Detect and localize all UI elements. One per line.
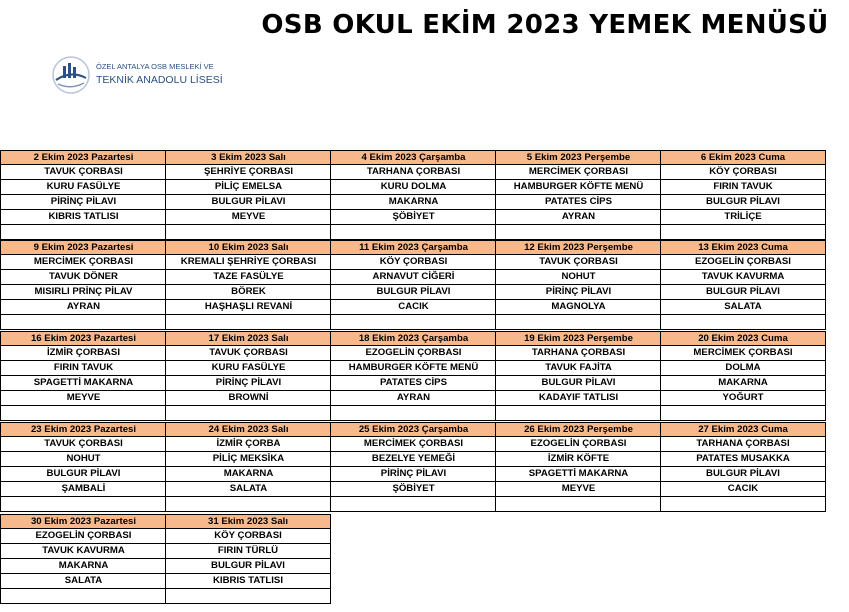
school-logo-icon — [50, 54, 92, 96]
menu-item: MERCİMEK ÇORBASI — [0, 255, 166, 270]
menu-item: AYRAN — [0, 300, 166, 315]
menu-item: BULGUR PİLAVI — [0, 467, 166, 482]
menu-item: EZOGELİN ÇORBASI — [0, 529, 166, 544]
day-header: 30 Ekim 2023 Pazartesi — [0, 514, 166, 529]
day-header: 4 Ekim 2023 Çarşamba — [330, 150, 496, 165]
menu-item: İZMİR KÖFTE — [495, 452, 661, 467]
empty-row — [0, 406, 166, 421]
menu-item: BULGUR PİLAVI — [660, 285, 826, 300]
menu-item: MAGNOLYA — [495, 300, 661, 315]
menu-item: TRİLİÇE — [660, 210, 826, 225]
empty-row — [495, 315, 661, 330]
empty-row — [660, 315, 826, 330]
menu-item: BROWNİ — [165, 391, 331, 406]
empty-row — [330, 497, 496, 512]
menu-item: SPAGETTİ MAKARNA — [495, 467, 661, 482]
menu-item: KURU FASÜLYE — [0, 180, 166, 195]
menu-item: TAVUK FAJİTA — [495, 361, 661, 376]
empty-row — [330, 406, 496, 421]
day-header: 25 Ekim 2023 Çarşamba — [330, 422, 496, 437]
menu-item: TAVUK ÇORBASI — [495, 255, 661, 270]
empty-row — [660, 225, 826, 240]
menu-item: MEYVE — [165, 210, 331, 225]
menu-item: BULGUR PİLAVI — [660, 467, 826, 482]
menu-item: EZOGELİN ÇORBASI — [495, 437, 661, 452]
menu-item: HAMBURGER KÖFTE MENÜ — [330, 361, 496, 376]
menu-item: TARHANA ÇORBASI — [330, 165, 496, 180]
menu-item: TAVUK KAVURMA — [0, 544, 166, 559]
menu-item: SALATA — [165, 482, 331, 497]
menu-item: TAVUK KAVURMA — [660, 270, 826, 285]
menu-item: MAKARNA — [165, 467, 331, 482]
menu-item: PİLİÇ MEKSİKA — [165, 452, 331, 467]
day-header: 20 Ekim 2023 Cuma — [660, 331, 826, 346]
menu-item: MAKARNA — [660, 376, 826, 391]
empty-row — [0, 589, 166, 604]
menu-item: TAVUK ÇORBASI — [0, 165, 166, 180]
menu-item: DOLMA — [660, 361, 826, 376]
menu-item: SPAGETTİ MAKARNA — [0, 376, 166, 391]
menu-item: MEYVE — [495, 482, 661, 497]
menu-item: AYRAN — [330, 391, 496, 406]
menu-item: BULGUR PİLAVI — [495, 376, 661, 391]
menu-item: MAKARNA — [330, 195, 496, 210]
menu-item: KURU FASÜLYE — [165, 361, 331, 376]
empty-row — [495, 225, 661, 240]
empty-row — [495, 406, 661, 421]
menu-item: SALATA — [0, 574, 166, 589]
day-header: 23 Ekim 2023 Pazartesi — [0, 422, 166, 437]
menu-item: PİRİNÇ PİLAVI — [0, 195, 166, 210]
menu-item: ŞÖBİYET — [330, 210, 496, 225]
page-title: OSB OKUL EKİM 2023 YEMEK MENÜSÜ — [261, 10, 829, 40]
empty-row — [0, 497, 166, 512]
day-header: 24 Ekim 2023 Salı — [165, 422, 331, 437]
menu-item: ARNAVUT CİĞERİ — [330, 270, 496, 285]
menu-item: EZOGELİN ÇORBASI — [660, 255, 826, 270]
menu-item: KÖY ÇORBASI — [330, 255, 496, 270]
menu-item: YOĞURT — [660, 391, 826, 406]
menu-item: TARHANA ÇORBASI — [660, 437, 826, 452]
empty-row — [165, 497, 331, 512]
day-header: 5 Ekim 2023 Perşembe — [495, 150, 661, 165]
menu-item: MERCİMEK ÇORBASI — [660, 346, 826, 361]
menu-item: İZMİR ÇORBASI — [0, 346, 166, 361]
menu-item: İZMİR ÇORBA — [165, 437, 331, 452]
day-header: 6 Ekim 2023 Cuma — [660, 150, 826, 165]
empty-row — [165, 589, 331, 604]
menu-item: BULGUR PİLAVI — [165, 195, 331, 210]
day-header: 3 Ekim 2023 Salı — [165, 150, 331, 165]
menu-item: TAVUK ÇORBASI — [0, 437, 166, 452]
empty-row — [330, 315, 496, 330]
day-header: 11 Ekim 2023 Çarşamba — [330, 240, 496, 255]
day-header: 10 Ekim 2023 Salı — [165, 240, 331, 255]
day-header: 17 Ekim 2023 Salı — [165, 331, 331, 346]
day-header: 18 Ekim 2023 Çarşamba — [330, 331, 496, 346]
day-header: 31 Ekim 2023 Salı — [165, 514, 331, 529]
logo-text-line2: TEKNİK ANADOLU LİSESİ — [96, 74, 223, 86]
day-header: 9 Ekim 2023 Pazartesi — [0, 240, 166, 255]
day-header: 26 Ekim 2023 Perşembe — [495, 422, 661, 437]
menu-item: TAZE FASÜLYE — [165, 270, 331, 285]
menu-item: BEZELYE YEMEĞİ — [330, 452, 496, 467]
menu-item: HAMBURGER KÖFTE MENÜ — [495, 180, 661, 195]
day-header: 12 Ekim 2023 Perşembe — [495, 240, 661, 255]
menu-item: KADAYIF TATLISI — [495, 391, 661, 406]
menu-item: MISIRLI PRİNÇ PİLAV — [0, 285, 166, 300]
empty-row — [0, 225, 166, 240]
menu-item: KREMALI ŞEHRİYE ÇORBASI — [165, 255, 331, 270]
empty-row — [165, 406, 331, 421]
menu-item: AYRAN — [495, 210, 661, 225]
empty-row — [0, 315, 166, 330]
menu-item: HAŞHAŞLI REVANİ — [165, 300, 331, 315]
menu-item: MEYVE — [0, 391, 166, 406]
menu-item: BULGUR PİLAVI — [330, 285, 496, 300]
menu-item: CACIK — [330, 300, 496, 315]
empty-row — [495, 497, 661, 512]
empty-row — [330, 225, 496, 240]
menu-item: PATATES CİPS — [330, 376, 496, 391]
menu-item: PİRİNÇ PİLAVI — [330, 467, 496, 482]
menu-item: PİRİNÇ PİLAVI — [165, 376, 331, 391]
menu-item: BÖREK — [165, 285, 331, 300]
menu-item: SALATA — [660, 300, 826, 315]
menu-item: KÖY ÇORBASI — [660, 165, 826, 180]
menu-item: EZOGELİN ÇORBASI — [330, 346, 496, 361]
menu-item: TAVUK DÖNER — [0, 270, 166, 285]
empty-row — [660, 497, 826, 512]
empty-row — [165, 315, 331, 330]
day-header: 16 Ekim 2023 Pazartesi — [0, 331, 166, 346]
day-header: 13 Ekim 2023 Cuma — [660, 240, 826, 255]
menu-item: FIRIN TÜRLÜ — [165, 544, 331, 559]
menu-item: TAVUK ÇORBASI — [165, 346, 331, 361]
menu-item: FIRIN TAVUK — [0, 361, 166, 376]
school-logo — [50, 54, 240, 98]
menu-item: NOHUT — [495, 270, 661, 285]
menu-item: ŞEHRİYE ÇORBASI — [165, 165, 331, 180]
menu-item: TARHANA ÇORBASI — [495, 346, 661, 361]
day-header: 19 Ekim 2023 Perşembe — [495, 331, 661, 346]
menu-item: KIBRIS TATLISI — [165, 574, 331, 589]
menu-item: KURU DOLMA — [330, 180, 496, 195]
menu-item: MERCİMEK ÇORBASI — [330, 437, 496, 452]
logo-text-line1: ÖZEL ANTALYA OSB MESLEKİ VE — [96, 62, 214, 71]
menu-item: ŞAMBALİ — [0, 482, 166, 497]
menu-item: PATATES MUSAKKA — [660, 452, 826, 467]
menu-item: ŞÖBİYET — [330, 482, 496, 497]
menu-item: NOHUT — [0, 452, 166, 467]
menu-item: CACIK — [660, 482, 826, 497]
day-header: 27 Ekim 2023 Cuma — [660, 422, 826, 437]
menu-item: PİRİNÇ PİLAVI — [495, 285, 661, 300]
menu-item: BULGUR PİLAVI — [165, 559, 331, 574]
menu-item: BULGUR PİLAVI — [660, 195, 826, 210]
empty-row — [165, 225, 331, 240]
empty-row — [660, 406, 826, 421]
day-header: 2 Ekim 2023 Pazartesi — [0, 150, 166, 165]
menu-item: MERCİMEK ÇORBASI — [495, 165, 661, 180]
menu-item: PİLİÇ EMELSA — [165, 180, 331, 195]
menu-item: FIRIN TAVUK — [660, 180, 826, 195]
menu-item: MAKARNA — [0, 559, 166, 574]
menu-item: KÖY ÇORBASI — [165, 529, 331, 544]
menu-item: PATATES CİPS — [495, 195, 661, 210]
menu-item: KIBRIS TATLISI — [0, 210, 166, 225]
